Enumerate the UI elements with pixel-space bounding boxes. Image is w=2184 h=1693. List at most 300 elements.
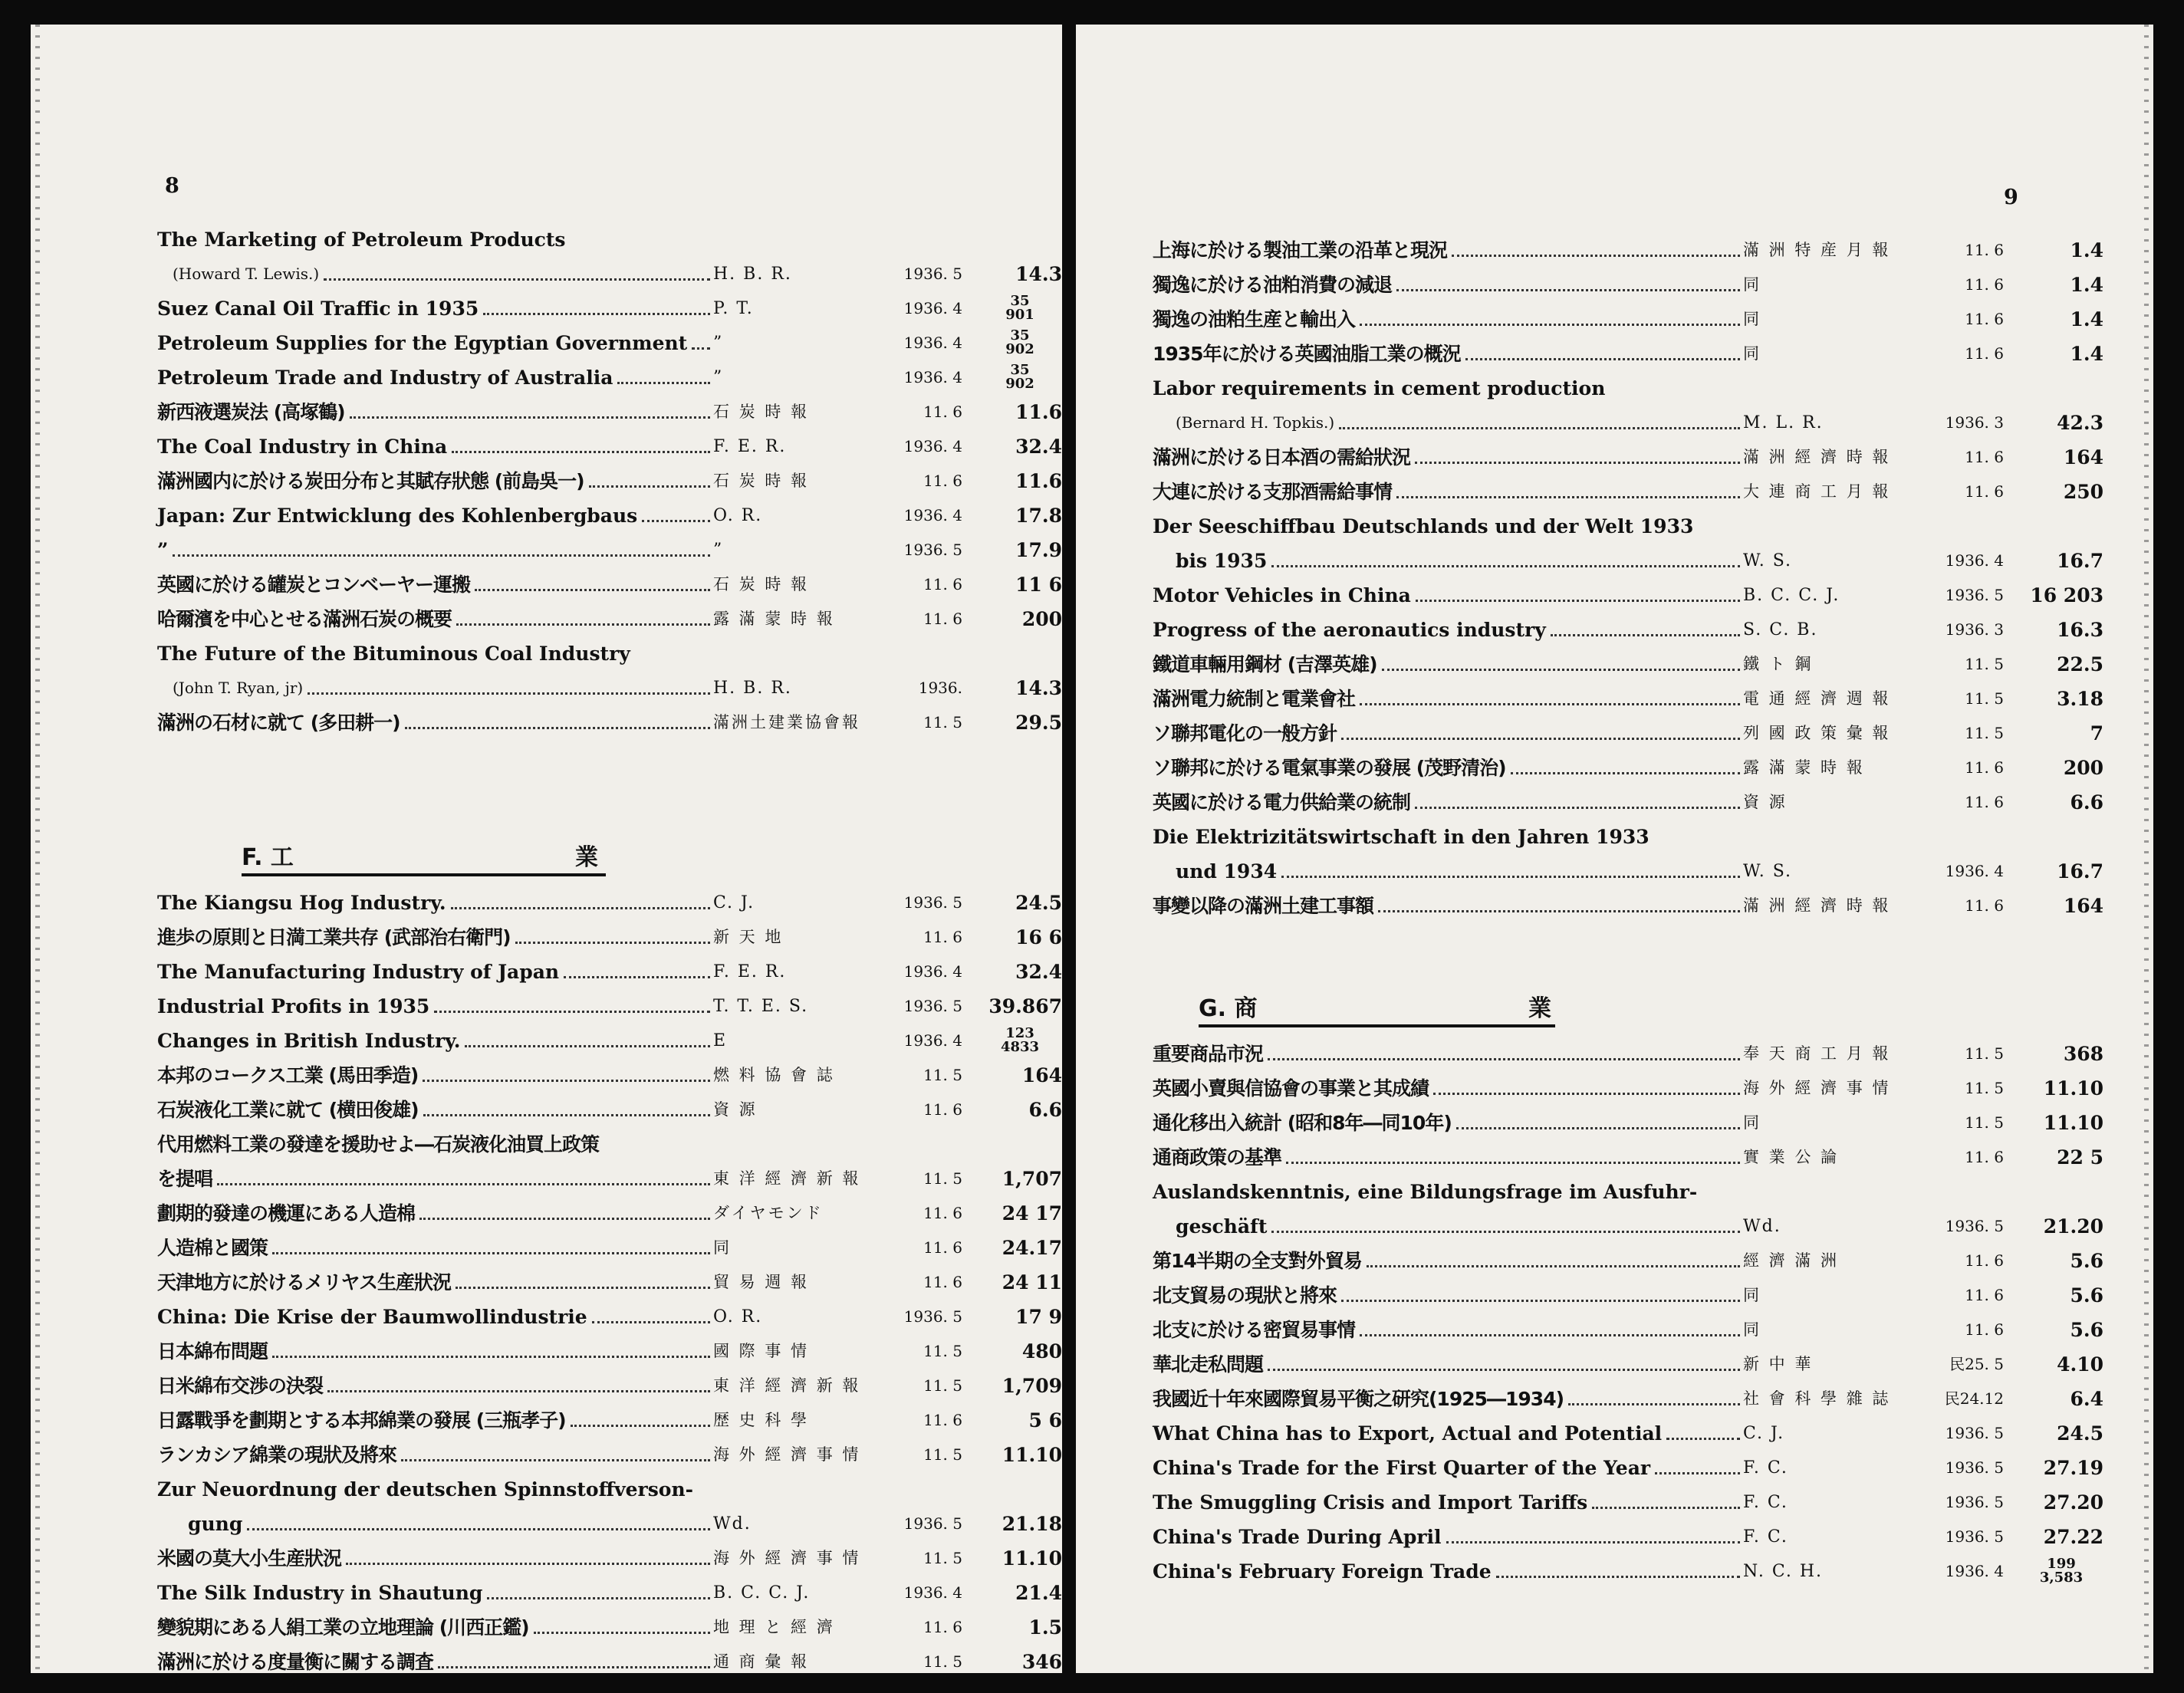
entry-page: 21.18 [1002,1513,1062,1535]
entry-page: 24.5 [2057,1422,2103,1445]
entry-title: 通商政策の基準 [1153,1146,1282,1169]
index-entry [1153,578,2103,613]
index-entry [157,395,1062,429]
index-entry [1153,509,2073,544]
index-entry [157,1300,1062,1334]
entry-source: 滿 洲 經 濟 時 報 [1743,448,1891,466]
entry-date: 11. 5 [1965,724,2004,742]
leader-dots [419,1218,710,1220]
index-entry [1153,1554,2084,1589]
entry-title: Auslandskenntnis, eine Bildungsfrage im Ausfuhr- [1153,1181,1698,1203]
entry-source: F. E. R. [713,962,787,981]
index-entry [157,920,1062,955]
index-entry [157,1093,1062,1127]
leader-dots [423,1114,710,1116]
entry-date: 11. 6 [1965,275,2004,294]
leader-dots [1415,462,1740,464]
entry-source: F. C. [1743,1458,1788,1478]
entry-date: 1936. 5 [903,265,962,283]
entry-date: 11. 6 [1965,241,2004,259]
index-entry [1153,1485,2103,1520]
entry-title: 日米綿布交渉の決裂 [157,1375,324,1397]
entry-source: 鐵 ト 鋼 [1743,655,1814,673]
entry-title: The Coal Industry in China [157,436,448,458]
leader-dots [642,520,710,522]
entry-source: ” [713,334,724,353]
entry-title: The Kiangsu Hog Industry. [157,892,446,914]
entry-page: 27.22 [2043,1526,2103,1548]
entry-page: 21.20 [2043,1215,2103,1238]
entry-date: 1936. 4 [903,437,962,455]
entry-title: を提唱 [157,1168,213,1190]
index-entry [157,1058,1062,1093]
index-entry [157,498,1062,533]
index-entry [157,360,1034,395]
entry-page: 368 [2063,1043,2103,1065]
entry-page: 35 902 [1005,362,1034,392]
entry-page: 1.4 [2070,308,2103,330]
entry-author: (John T. Ryan, jr) [173,679,304,697]
index-entry [157,429,1062,464]
leader-dots [247,1528,710,1530]
entry-date: 1936. 5 [1945,1527,2004,1546]
leader-dots [438,1666,710,1668]
leader-dots [483,313,710,315]
entry-title: geschäft [1176,1215,1268,1238]
entry-source: 實 業 公 論 [1743,1148,1840,1166]
index-entry [1153,751,2103,785]
entry-date: 11. 5 [923,1342,962,1360]
leader-dots [423,1080,710,1082]
leader-dots [173,554,710,557]
entry-date: 1936. 5 [903,893,962,912]
entry-source: ” [713,541,724,560]
section-f-entries [157,886,1062,1673]
entry-source: 通 商 彙 報 [713,1652,810,1671]
entry-title: 重要商品市況 [1153,1043,1264,1065]
entry-source: ダイヤモンド [713,1204,824,1222]
index-entry [157,1127,1001,1162]
entry-source: B. C. C. J. [1743,586,1840,605]
section-rule [1199,1024,1555,1027]
entry-title: 哈爾濱を中心とせる滿洲石炭の概要 [157,608,452,630]
entry-source: 石 炭 時 報 [713,472,810,490]
right-page [1076,25,2153,1673]
entry-page: 346 [1021,1651,1062,1673]
entry-source: ” [713,368,724,387]
index-entry [157,1231,1062,1265]
index-entry [157,602,1062,636]
leader-dots [1551,634,1740,636]
entry-title: 華北走私問題 [1153,1353,1264,1376]
entry-page: 17 9 [1015,1306,1062,1328]
entry-page: 1.5 [1028,1616,1062,1639]
entry-date: 11. 6 [1965,1320,2004,1339]
entry-title: Japan: Zur Entwicklung des Kohlenbergbaus [157,505,638,527]
leader-dots [1666,1438,1740,1440]
entry-title: ソ聯邦に於ける電氣事業の發展 (茂野清治) [1153,757,1506,779]
entry-title: China's Trade for the First Quarter of the Year [1153,1457,1651,1479]
entry-page: 17.8 [1015,505,1062,527]
entry-title: 劃期的發達の機運にある人造棉 [157,1202,416,1225]
index-entry [157,326,1034,360]
entry-page: 11.10 [2043,1077,2103,1100]
section-heading [1153,968,2073,1037]
entry-title: China's February Foreign Trade [1153,1560,1492,1583]
entry-title: gung [188,1513,243,1535]
leader-dots [571,1425,710,1427]
entry-page: 199 3,583 [2039,1556,2084,1586]
index-entry [1153,1451,2103,1485]
entry-date: 1936. [918,679,962,697]
entry-title: 上海に於ける製油工業の沿革と現況 [1153,239,1448,261]
leader-dots [346,1563,710,1565]
entry-source: N. C. H. [1743,1562,1824,1581]
entry-title: 北支貿易の現狀と將來 [1153,1284,1337,1307]
entry-source: 同 [1743,344,1761,363]
index-entry [157,1610,1062,1645]
index-entry [1153,889,2103,923]
entry-source: Wd. [713,1514,752,1534]
entry-date: 1936. 5 [1945,1458,2004,1477]
entry-title: Suez Canal Oil Traffic in 1935 [157,298,479,320]
entry-page: 29.5 [1015,712,1062,734]
index-entry [1153,1071,2103,1106]
entry-title: Motor Vehicles in China [1153,584,1411,607]
leader-dots [1360,1334,1740,1336]
entry-page: 21.4 [1015,1582,1062,1604]
entry-date: 11. 6 [1965,344,2004,363]
entry-title: 1935年に於ける英國油脂工業の概況 [1153,343,1461,365]
leader-dots [434,1011,710,1013]
leader-dots [1339,427,1740,429]
leader-dots [1286,1162,1740,1164]
entry-date: 民25. 5 [1949,1355,2004,1373]
section-word: 業 [575,844,598,871]
entry-title: Labor requirements in cement production [1153,377,1606,399]
entry-page: 5.6 [2070,1284,2103,1307]
entry-title: 英國に於ける罐炭とコンベーヤー運搬 [157,574,471,596]
entry-source: C. J. [1743,1424,1785,1443]
leader-dots [1367,1265,1740,1267]
leader-dots [465,1045,710,1047]
entry-source: H. B. R. [713,679,792,698]
entry-date: 1936. 4 [903,334,962,352]
index-entry [1153,820,2073,854]
page-edge [2144,25,2149,1673]
entry-title: Die Elektrizitätswirtschaft in den Jahren 1933 [1153,826,1650,848]
entry-page: 3.18 [2057,688,2103,710]
entry-title: The Manufacturing Industry of Japan [157,961,560,983]
entry-page: 164 [2063,446,2103,468]
entry-date: 1936. 5 [903,1307,962,1326]
leader-dots [1341,738,1740,740]
entry-title: 日本綿布問題 [157,1340,268,1363]
entry-source: F. E. R. [713,437,787,456]
index-entry [157,886,1062,920]
entry-date: 1936. 4 [903,962,962,981]
entry-title: Changes in British Industry. [157,1030,461,1052]
index-entry [1153,854,2103,889]
entry-source: 同 [1743,1320,1761,1339]
entry-date: 1936. 4 [903,1031,962,1050]
leader-dots [1456,1127,1740,1129]
leader-dots [515,942,710,944]
entry-page: 27.20 [2043,1491,2103,1514]
section-heading [157,817,1001,886]
index-entry [157,1472,1001,1507]
leader-dots [692,347,710,350]
entry-title: The Smuggling Crisis and Import Tariffs [1153,1491,1588,1514]
leader-dots [1396,496,1740,498]
leader-dots [1271,1231,1740,1233]
leader-dots [327,1390,710,1392]
entry-title: 獨逸に於ける油粕消費の減退 [1153,274,1393,296]
entry-source: 海 外 經 濟 事 情 [1743,1079,1891,1097]
index-entry [157,636,1001,671]
entry-date: 1936. 4 [903,1583,962,1602]
entry-title: Petroleum Trade and Industry of Australia [157,367,613,389]
entry-title: 英國小賣與信協會の事業と其成績 [1153,1077,1429,1100]
entry-source: 經 濟 滿 洲 [1743,1251,1840,1270]
index-entry [157,1369,1062,1403]
entry-date: 11. 6 [1965,793,2004,811]
entry-source: 貿 易 週 報 [713,1273,810,1291]
entry-title: Industrial Profits in 1935 [157,995,430,1017]
entry-title: Der Seeschiffbau Deutschlands und der Welt 1933 [1153,515,1694,537]
entry-page: 14.3 [1015,263,1062,285]
entry-title: China's Trade During April [1153,1526,1442,1548]
page-edge [35,25,40,1673]
entry-source: B. C. C. J. [713,1583,811,1603]
index-entry [157,1645,1062,1673]
entry-page: 11.10 [1002,1547,1062,1570]
entry-source: 東 洋 經 濟 新 報 [713,1376,861,1395]
entry-date: 11. 6 [923,1204,962,1222]
leader-dots [452,451,710,453]
entry-title: 進歩の原則と日満工業共存 (武部治右衛門) [157,926,511,948]
entry-source: Wd. [1743,1217,1781,1236]
entry-source: 地 理 と 經 濟 [713,1618,835,1636]
entry-page: 5.6 [2070,1250,2103,1272]
entry-page: 14.3 [1015,677,1062,699]
entry-title: Progress of the aeronautics industry [1153,619,1546,641]
entry-source: P. T. [713,299,754,318]
entry-title: 天津地方に於けるメリヤス生産狀況 [157,1271,452,1294]
index-entry [1153,475,2103,509]
entry-source: O. R. [713,1307,763,1326]
entry-date: 11. 6 [923,610,962,628]
entry-date: 11. 6 [923,472,962,490]
entry-page: 1.4 [2070,343,2103,365]
entry-title: 日露戰爭を劃期とする本邦綿業の發展 (三瓶孝子) [157,1409,566,1432]
entry-title: 代用燃料工業の發達を援助せよ―石炭液化油買上政策 [157,1133,600,1156]
leader-dots [1415,807,1740,809]
entry-date: 11. 5 [923,1066,962,1084]
entry-page: 123 4833 [1000,1025,1040,1055]
entry-page: 5.6 [2070,1319,2103,1341]
entry-title: 鐵道車輛用鋼材 (吉澤英雄) [1153,653,1377,676]
entry-title: Zur Neuordnung der deutschen Spinnstoffverson- [157,1478,694,1501]
entry-title: 第14半期の全支對外貿易 [1153,1250,1362,1272]
entry-title: 變貌期にある人絹工業の立地理論 (川西正鑑) [157,1616,529,1639]
right-entries [1153,233,2103,923]
entry-source: 奉 天 商 工 月 報 [1743,1044,1891,1063]
entry-date: 11. 5 [1965,655,2004,673]
entry-date: 11. 5 [1965,1079,2004,1097]
entry-date: 11. 5 [923,713,962,731]
index-entry [157,1334,1062,1369]
entry-date: 1936. 5 [1945,1493,2004,1511]
index-entry [1153,716,2103,751]
entry-page: 27.19 [2043,1457,2103,1479]
entry-source: 滿 洲 特 産 月 報 [1743,241,1891,259]
leader-dots [589,485,710,488]
page-number: 9 [2004,186,2018,209]
entry-date: 11. 5 [1965,1044,2004,1063]
section-f [157,817,1062,1673]
entry-source: F. C. [1743,1527,1788,1547]
index-entry [1153,1244,2103,1278]
index-entry [157,955,1062,989]
leader-dots [1268,1369,1740,1371]
entry-source: E [713,1031,728,1050]
entry-title: 通化移出入統計 (昭和8年―同10年) [1153,1112,1452,1134]
entry-title: 滿洲の石材に就て (多田耕一) [157,712,400,734]
entry-source: 石 炭 時 報 [713,403,810,421]
entry-source: F. C. [1743,1493,1788,1512]
entry-date: 11. 6 [1965,448,2004,466]
entry-date: 1936. 4 [1945,1562,2004,1580]
entry-date: 11. 6 [923,1618,962,1636]
entry-title: 滿洲に於ける日本酒の需給狀況 [1153,446,1411,468]
index-entry [1153,1140,2103,1175]
leader-dots [1496,1576,1740,1578]
index-entry [1153,1209,2103,1244]
page-number: 8 [165,174,179,198]
entry-page: 1.4 [2070,274,2103,296]
entry-title: What China has to Export, Actual and Potential [1153,1422,1663,1445]
leader-dots [617,382,710,384]
entry-page: 1.4 [2070,239,2103,261]
entry-date: 11. 6 [1965,1148,2004,1166]
entry-title: bis 1935 [1176,550,1268,572]
entry-author: (Howard T. Lewis.) [173,265,320,283]
entry-source: 同 [1743,1286,1761,1304]
entry-page: 164 [2063,895,2103,917]
leader-dots [217,1183,710,1185]
index-entry [1153,1037,2103,1071]
entry-page: 200 [2063,757,2103,779]
entry-date: 11. 6 [923,1411,962,1429]
index-entry [157,464,1062,498]
index-entry [157,1403,1062,1438]
leader-dots [456,623,710,626]
entry-source: 露 滿 蒙 時 報 [1743,758,1865,777]
entry-date: 11. 5 [923,1652,962,1671]
entry-date: 11. 6 [1965,482,2004,501]
section-rule [242,873,606,876]
entry-title: 大連に於ける支那酒需給事情 [1153,481,1393,503]
leader-dots [401,1459,710,1461]
index-entry [1153,268,2103,302]
entry-source: W. S. [1743,862,1793,881]
entry-date: 11. 6 [923,1238,962,1257]
entry-page: 480 [1021,1340,1062,1363]
entry-date: 11. 6 [1965,310,2004,328]
index-entry [1153,1313,2103,1347]
entry-page: 164 [1021,1064,1062,1086]
entry-source: 石 炭 時 報 [713,575,810,593]
entry-source: H. B. R. [713,265,792,284]
entry-date: 1936. 3 [1945,620,2004,639]
entry-title: 事變以降の滿洲土建工事額 [1153,895,1374,917]
index-entry [157,989,1062,1024]
entry-source: 東 洋 經 濟 新 報 [713,1169,861,1188]
entry-source: 資 源 [1743,793,1788,811]
entry-title: Petroleum Supplies for the Egyptian Government [157,332,688,354]
entry-date: 11. 5 [923,1549,962,1567]
entry-source: S. C. B. [1743,620,1818,639]
leader-dots [1378,910,1740,912]
entry-source: 社 會 科 學 雜 誌 [1743,1389,1891,1408]
entry-source: C. J. [713,893,755,912]
entry-page: 6.6 [2070,791,2103,814]
entry-title: ランカシア綿業の現狀及將來 [157,1444,397,1466]
index-entry [1153,337,2103,371]
leader-dots [451,907,710,909]
entry-source: 同 [1743,275,1761,294]
entry-title: China: Die Krise der Baumwollindustrie [157,1306,587,1328]
entry-page: 24 11 [1002,1271,1062,1294]
section-word: 業 [1528,995,1551,1022]
index-entry [1153,1382,2103,1416]
index-entry [157,291,1034,326]
entry-title: 滿洲電力統制と電業會社 [1153,688,1356,710]
leader-dots [350,416,710,419]
entry-page: 1,707 [1002,1168,1062,1190]
section-g-entries [1153,1037,2103,1589]
entry-source: 新 中 華 [1743,1355,1814,1373]
entry-title: 北支に於ける密貿易事情 [1153,1319,1356,1341]
entry-page: 24.17 [1002,1237,1062,1259]
entry-date: 11. 5 [923,1445,962,1464]
leader-dots [1452,255,1740,257]
entry-title: ソ聯邦電化の一般方針 [1153,722,1337,745]
entry-date: 11. 6 [1965,1251,2004,1270]
entry-author: (Bernard H. Topkis.) [1176,413,1335,432]
index-entry [157,1438,1062,1472]
entry-source: 燃 料 協 會 誌 [713,1066,835,1084]
entry-page: 24.5 [1015,892,1062,914]
entry-page: 16.7 [2057,550,2103,572]
entry-source: 同 [1743,310,1761,328]
entry-title: The Future of the Bituminous Coal Industry [157,643,630,665]
entry-date: 1936. 5 [903,541,962,559]
entry-date: 11. 6 [923,1273,962,1291]
index-entry [1153,613,2103,647]
leader-dots [324,278,710,281]
entry-page: 11.6 [1015,470,1062,492]
leader-dots [534,1632,710,1634]
entry-date: 1936. 5 [1945,1424,2004,1442]
entry-page: 11.10 [1002,1444,1062,1466]
entry-source: 大 連 商 工 月 報 [1743,482,1891,501]
index-entry [1153,1520,2103,1554]
entry-date: 11. 6 [1965,758,2004,777]
entry-page: 4.10 [2057,1353,2103,1376]
entry-page: 6.4 [2070,1388,2103,1410]
